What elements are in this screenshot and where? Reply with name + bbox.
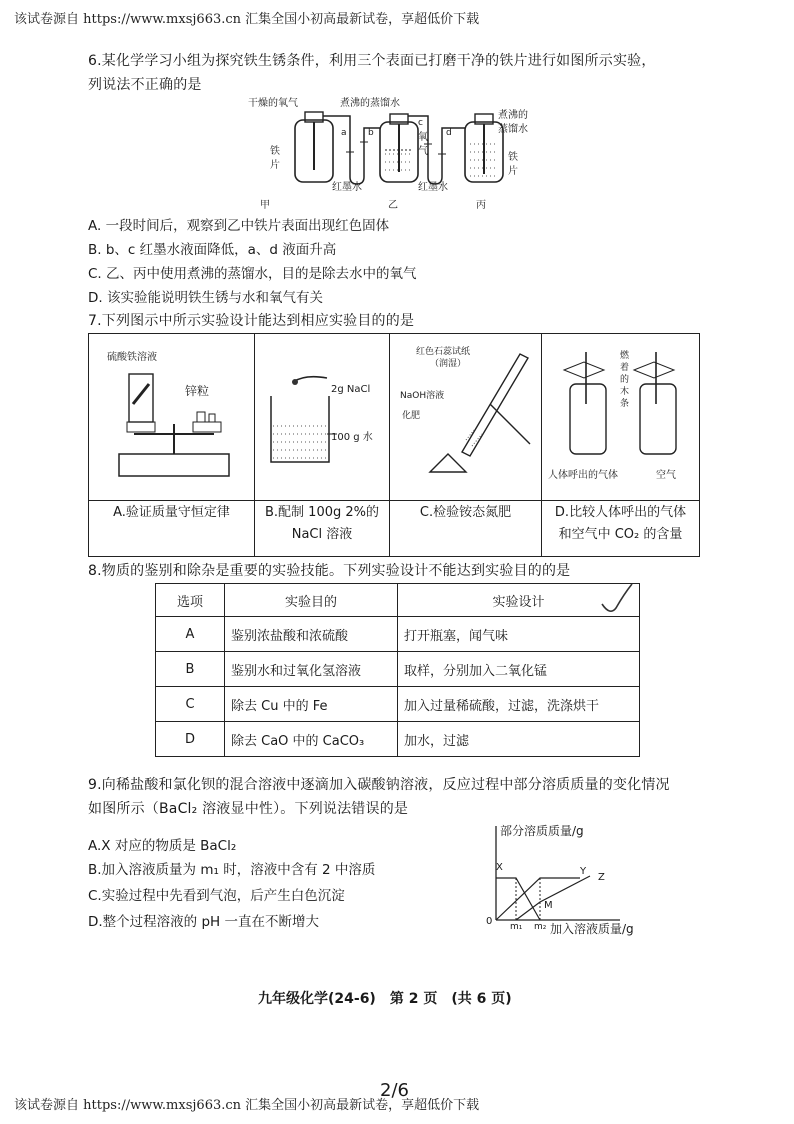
graph-label-x: X	[496, 862, 503, 873]
label-zinc: 锌粒	[185, 384, 210, 398]
q9-stem-line1: 9.向稀盐酸和氯化钡的混合溶液中逐滴加入碳酸钠溶液，反应过程中部分溶质质量的变化情况	[88, 777, 670, 793]
label-d: d	[446, 128, 452, 138]
q9-option-d: D.整个过程溶液的 pH 一直在不断增大	[88, 914, 319, 930]
label-iron-4: 片	[508, 166, 518, 177]
label-oxygen-2: 气	[418, 146, 428, 157]
table-row	[156, 617, 640, 652]
label-oxygen-1: 氧	[418, 132, 428, 143]
table-row	[156, 652, 640, 687]
q8-stem: 8.物质的鉴别和除杂是重要的实验技能。下列实验设计不能达到实验目的的是	[88, 563, 571, 579]
q6-option-c: C. 乙、丙中使用煮沸的蒸馏水，目的是除去水中的氧气	[88, 266, 417, 282]
label-exhaled-gas: 人体呼出的气体	[548, 470, 618, 481]
q9-stem-line2: 如图所示（BaCl₂ 溶液显中性）。下列说法错误的是	[88, 801, 409, 817]
table-cell: B	[156, 652, 225, 687]
q7-caption-a: A.验证质量守恒定律	[113, 505, 230, 520]
label-100g-water: 100 g 水	[331, 432, 373, 443]
table-cell: 除去 Cu 中的 Fe	[225, 687, 398, 722]
q8-header-option: 选项	[156, 584, 225, 617]
q6-option-b: B. b、c 红墨水液面降低，a、d 液面升高	[88, 242, 337, 258]
label-c: c	[418, 118, 423, 128]
q7-figure-grid	[88, 333, 700, 557]
q7-figure-c	[390, 334, 541, 500]
label-jia: 甲	[260, 200, 270, 211]
q8-header-design: 实验设计	[398, 584, 640, 617]
label-burning-1: 燃	[620, 351, 630, 361]
table-cell: 加水，过滤	[398, 722, 640, 757]
label-air: 空气	[656, 470, 676, 481]
q7-figure-a	[89, 334, 254, 500]
graph-label-z: Z	[598, 872, 605, 883]
label-dry-oxygen: 干燥的氧气	[248, 98, 298, 109]
label-naoh: NaOH溶液	[400, 391, 445, 401]
label-iron-sulfate: 硫酸铁溶液	[107, 352, 157, 363]
label-boiled-water-right-2: 蒸馏水	[498, 124, 528, 135]
label-burning-2: 着	[620, 363, 630, 373]
table-cell: 鉴别水和过氧化氢溶液	[225, 652, 398, 687]
label-a: a	[341, 128, 347, 138]
label-b: b	[368, 128, 374, 138]
q7-caption-c: C.检验铵态氮肥	[419, 505, 512, 520]
q6-apparatus-drawing	[240, 92, 540, 212]
label-bing: 丙	[476, 200, 486, 211]
label-boiled-water-right-1: 煮沸的	[498, 110, 528, 121]
label-iron-3: 铁	[508, 152, 518, 163]
label-iron-2: 片	[270, 160, 280, 171]
graph-xlabel: 加入溶液质量/g	[550, 922, 634, 936]
q7-stem: 7.下列图示中所示实验设计能达到相应实验目的的是	[88, 313, 415, 329]
graph-label-m: M	[544, 900, 553, 911]
label-2g-nacl: 2g NaCl	[331, 384, 371, 395]
table-row	[156, 687, 640, 722]
table-cell: D	[156, 722, 225, 757]
label-burning-4: 木	[620, 387, 630, 397]
q7-figure-b	[255, 334, 389, 500]
label-burning-5: 条	[620, 399, 630, 409]
q7-caption-d: D.比较人体呼出的气体 和空气中 CO₂ 的含量	[554, 505, 687, 542]
q6-stem-line2: 列说法不正确的是	[88, 77, 202, 93]
label-boiled-water-top: 煮沸的蒸馏水	[340, 98, 400, 109]
graph-label-y: Y	[580, 866, 587, 877]
page-number: 2/6	[380, 1080, 409, 1101]
q8-header-purpose: 实验目的	[225, 584, 398, 617]
table-cell: 取样，分别加入二氧化锰	[398, 652, 640, 687]
q9-option-a: A.X 对应的物质是 BaCl₂	[88, 838, 237, 854]
handwritten-check-mark	[598, 582, 638, 622]
q6-option-d: D. 该实验能说明铁生锈与水和氧气有关	[88, 290, 323, 306]
table-cell: 除去 CaO 中的 CaCO₃	[225, 722, 398, 757]
graph-label-m1: m₁	[510, 922, 523, 932]
table-cell: 鉴别浓盐酸和浓硫酸	[225, 617, 398, 652]
page-footer-label: 九年级化学(24-6) 第 2 页 (共 6 页)	[258, 991, 512, 1007]
q7-caption-b: B.配制 100g 2%的 NaCl 溶液	[264, 505, 379, 542]
label-fertilizer: 化肥	[402, 411, 421, 421]
q6-option-a: A. 一段时间后，观察到乙中铁片表面出现红色固体	[88, 218, 390, 234]
label-burning-3: 的	[620, 375, 630, 385]
q7-figure-d	[542, 334, 699, 500]
table-cell: C	[156, 687, 225, 722]
source-watermark-footer: 该试卷源自 https://www.mxsj663.cn 汇集全国小初高最新试卷，享超低价下载	[14, 1098, 480, 1113]
source-watermark-header: 该试卷源自 https://www.mxsj663.cn 汇集全国小初高最新试卷，享超低价下载	[14, 12, 480, 27]
graph-label-m2: m₂	[534, 922, 547, 932]
graph-ylabel: 部分溶质质量/g	[500, 824, 584, 838]
beaker-drawing	[255, 334, 389, 500]
q6-figure	[240, 92, 540, 212]
label-iron-1: 铁	[270, 146, 280, 157]
q9-graph	[480, 820, 670, 935]
table-cell: 打开瓶塞，闻气味	[398, 617, 640, 652]
graph-origin: 0	[486, 916, 493, 927]
label-red-ink-2: 红墨水	[418, 182, 448, 193]
label-moistened: （润湿）	[430, 359, 467, 369]
label-litmus-paper: 红色石蕊试纸	[416, 347, 471, 357]
table-row	[156, 722, 640, 757]
q9-option-b: B.加入溶液质量为 m₁ 时，溶液中含有 2 中溶质	[88, 862, 376, 878]
label-yi: 乙	[388, 200, 398, 211]
q6-stem-line1: 6.某化学学习小组为探究铁生锈条件，利用三个表面已打磨干净的铁片进行如图所示实验，	[88, 53, 656, 69]
q9-option-c: C.实验过程中先看到气泡，后产生白色沉淀	[88, 888, 345, 904]
q8-table	[155, 583, 640, 757]
label-red-ink-1: 红墨水	[332, 182, 362, 193]
table-cell: A	[156, 617, 225, 652]
table-cell: 加入过量稀硫酸，过滤，洗涤烘干	[398, 687, 640, 722]
